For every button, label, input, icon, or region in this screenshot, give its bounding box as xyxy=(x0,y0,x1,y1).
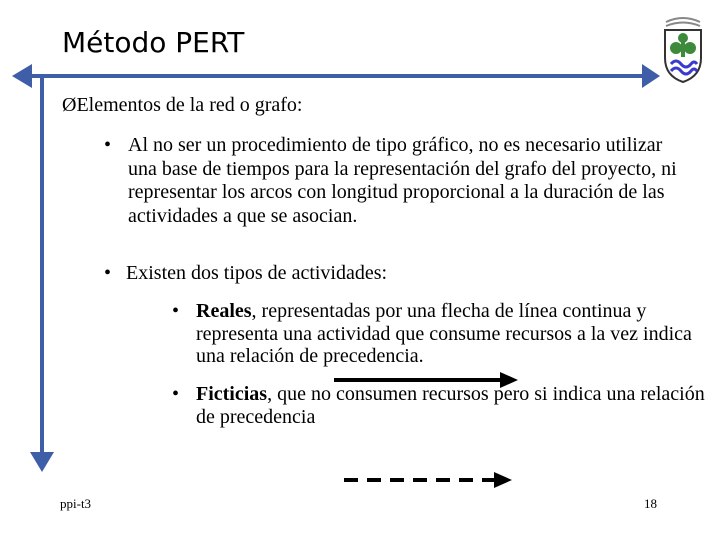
page-title: Método PERT xyxy=(62,26,245,59)
heading-text: Elementos de la red o grafo: xyxy=(76,94,303,116)
page-number: 18 xyxy=(644,496,657,511)
frame-down-arrowhead xyxy=(30,452,54,472)
frame-left-arrowhead xyxy=(12,64,32,88)
bullet-marker: • xyxy=(104,134,112,156)
term-ficticia: Ficticias xyxy=(196,383,268,405)
bullet-marker: • xyxy=(172,300,180,322)
term-description: , representadas por una flecha de línea continua y representa una actividad que consume recursos a la vez indica una relación de precedencia. xyxy=(196,300,692,367)
frame-right-arrowhead xyxy=(642,64,660,88)
bullet-marker: • xyxy=(172,383,180,405)
bullet-marker: • xyxy=(104,262,112,284)
bullet-text: Al no ser un procedimiento de tipo gráfico, no es necesario utilizar una base de tiempos para la representación del grafo del proyecto, ni representar los arcos con longitud proporcional a la duración de las actividades a que se asocian. xyxy=(128,134,677,227)
footer-label: ppi-t3 xyxy=(60,496,92,511)
term-real: Reales xyxy=(196,300,252,322)
arrow-bullet-icon: Ø xyxy=(62,94,77,116)
bullet-text: Existen dos tipos de actividades: xyxy=(126,262,388,284)
solid-arrowhead xyxy=(500,372,518,388)
term-description: , que no consumen recursos pero si indica una relación de precedencia xyxy=(196,383,705,428)
dashed-arrowhead xyxy=(494,472,512,488)
